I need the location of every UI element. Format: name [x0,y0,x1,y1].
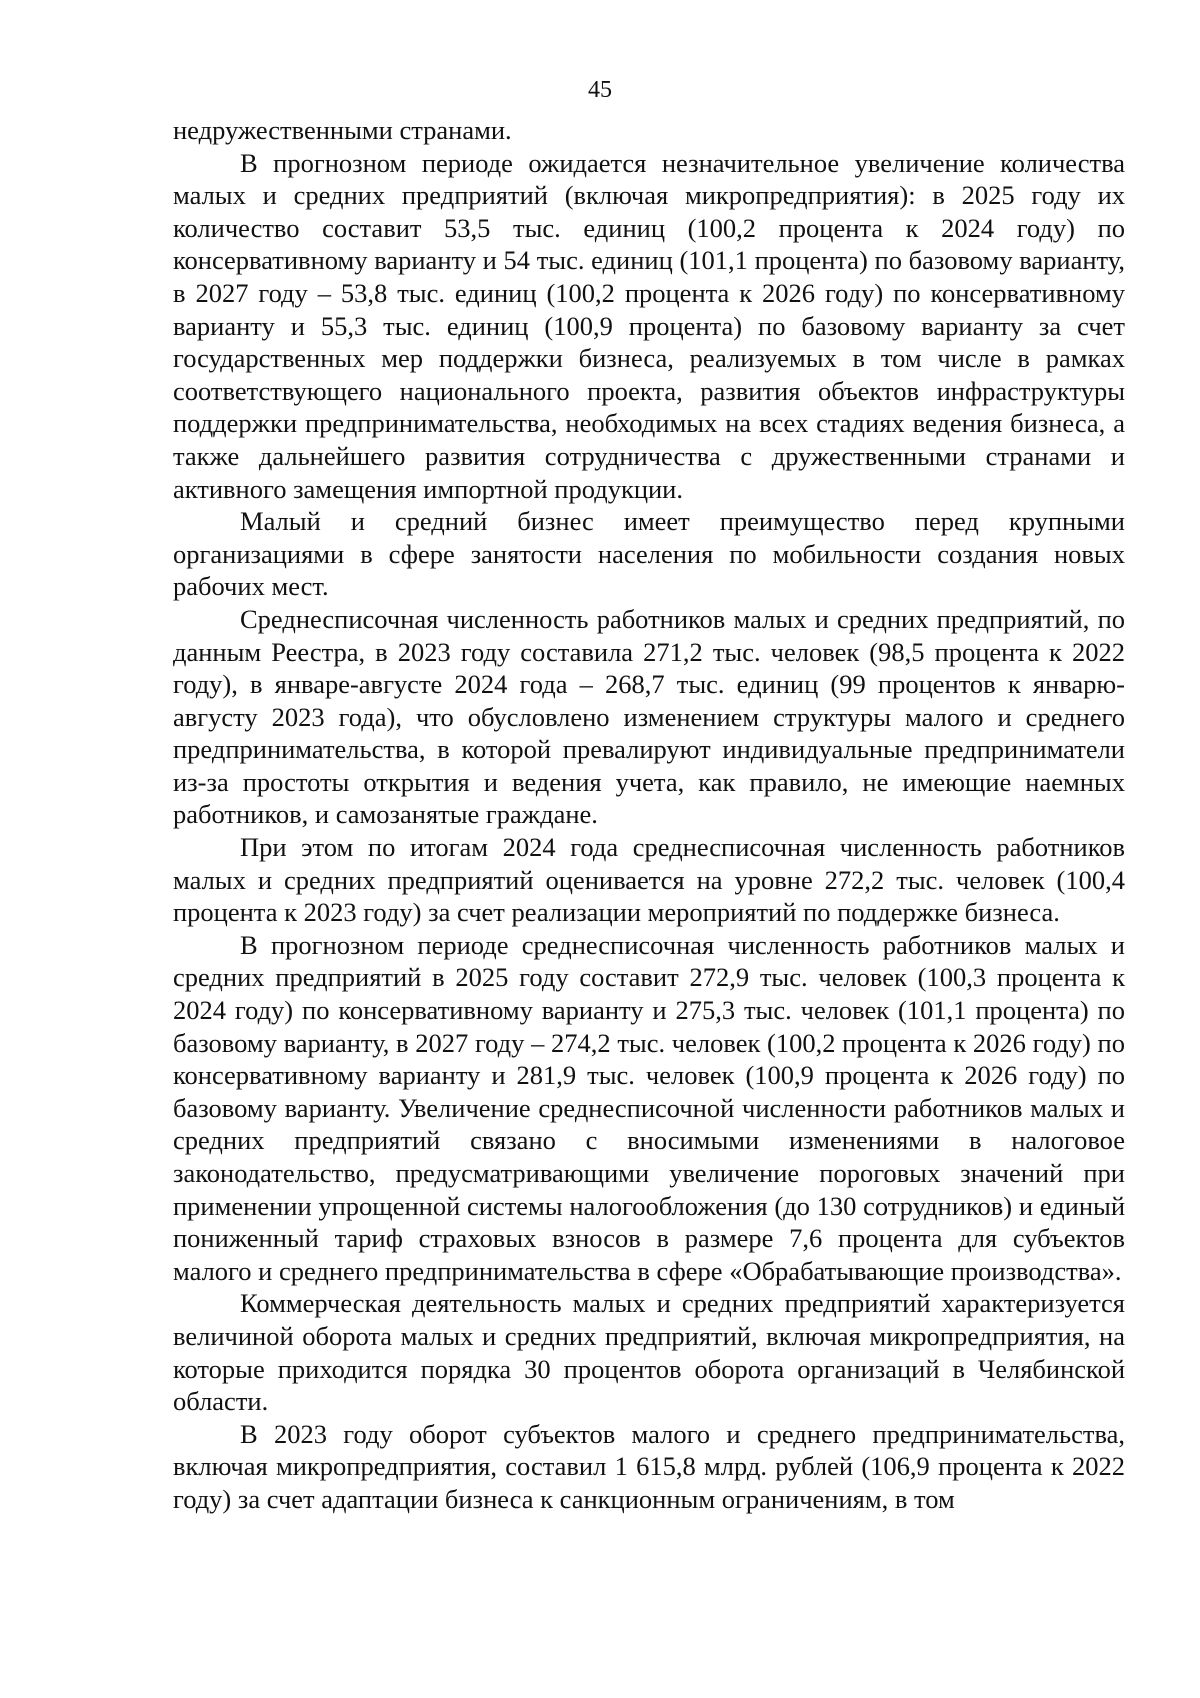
body-text [173,114,1125,1516]
page-number: 45 [588,77,612,103]
paragraph-employment-advantage: Малый и средний бизнес имеет преимущество перед крупными организациями в сфере занятости населения по мобильности создания новых рабочих мест. [173,506,1125,602]
paragraph-headcount-estimate-2024: При этом по итогам 2024 года среднесписочная численность работников малых и средних предприятий оценивается на уровне 272,2 тыс. человек (100,4 процента к 2023 году) за счет реализации мероприятий по поддержке бизнеса. [173,832,1125,928]
paragraph-average-headcount-2023: Среднесписочная численность работников малых и средних предприятий, по данным Реестра, в 2023 году составила 271,2 тыс. человек (98,5 процента к 2022 году), в январе-августе 2024 года – 268,7 тыс. единиц (99 процентов к январю-августу 2023 года), что обусловлено изменением структуры малого и среднего предпринимательства, в которой превалируют индивидуальные предприниматели из-за простоты открытия и ведения учета, как правило, не имеющие наемных работников, и самозанятые граждане. [173,603,1125,830]
paragraph-continuation: недружественными странами. [173,115,512,145]
paragraph-turnover-2023: В 2023 году оборот субъектов малого и среднего предпринимательства, включая микропредприятия, составил 1 615,8 млрд. рублей (106,9 процента к 2022 году) за счет адаптации бизнеса к санкционным ограничениям, в том [173,1418,1125,1514]
paragraph-enterprise-count-forecast: В прогнозном периоде ожидается незначительное увеличение количества малых и средних предприятий (включая микропредприятия): в 2025 году их количество составит 53,5 тыс. единиц (100,2 процента к 2024 году) по консервативному варианту и 54 тыс. единиц (101,1 процента) по базовому варианту, в 2027 году – 53,8 тыс. единиц (100,2 процента к 2026 году) по консервативному варианту и 55,3 тыс. единиц (100,9 процента) по базовому варианту за счет государственных мер поддержки бизнеса, реализуемых в том числе в рамках соответствующего национального проекта, развития объектов инфраструктуры поддержки предпринимательства, необходимых на всех стадиях ведения бизнеса, а также дальнейшего развития сотрудничества с дружественными странами и активного замещения импортной продукции. [173,147,1125,504]
paragraph-commercial-activity: Коммерческая деятельность малых и средних предприятий характеризуется величиной оборота малых и средних предприятий, включая микропредприятия, на которые приходится порядка 30 процентов оборота организаций в Челябинской области. [173,1288,1125,1417]
paragraph-headcount-forecast: В прогнозном периоде среднесписочная численность работников малых и средних предприятий в 2025 году составит 272,9 тыс. человек (100,3 процента к 2024 году) по консервативному варианту и 275,3 тыс. человек (101,1 процента) по базовому варианту, в 2027 году – 274,2 тыс. человек (100,2 процента к 2026 году) по консервативному варианту и 281,9 тыс. человек (100,9 процента к 2026 году) по базовому варианту. Увеличение среднесписочной численности работников малых и средних предприятий связано с вносимыми изменениями в налоговое законодательство, предусматривающими увеличение пороговых значений при применении упрощенной системы налогообложения (до 130 сотрудников) и единый пониженный тариф страховых взносов в размере 7,6 процента для субъектов малого и среднего предпринимательства в сфере «Обрабатывающие производства». [173,929,1125,1286]
